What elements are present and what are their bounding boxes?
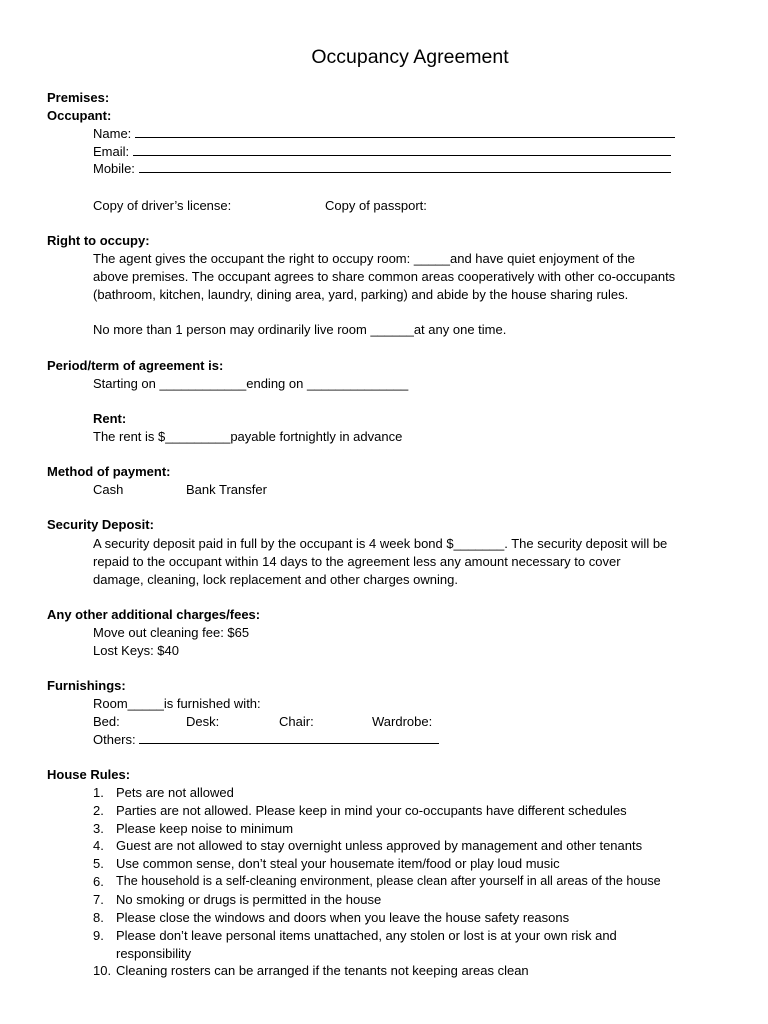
rule-number: 5. <box>93 856 104 871</box>
right-to-occupy-line-1: The agent gives the occupant the right to occupy room: _____and have quiet enjoyment of the <box>93 251 636 266</box>
occupant-heading: Occupant: <box>47 108 112 123</box>
furnishings-heading: Furnishings: <box>47 678 126 693</box>
payment-option-cash: Cash <box>93 482 124 497</box>
house-rules-heading: House Rules: <box>47 767 131 782</box>
period-line: Starting on ____________ending on ______________ <box>93 376 409 391</box>
rule-number: 1. <box>93 785 104 800</box>
payment-option-bank-transfer: Bank Transfer <box>186 482 267 497</box>
rent-heading: Rent: <box>93 411 127 426</box>
rule-text: Please close the windows and doors when you leave the house safety reasons <box>116 910 570 925</box>
right-to-occupy-line-4: No more than 1 person may ordinarily live room ______at any one time. <box>93 322 507 337</box>
furnishings-others-row <box>93 731 439 748</box>
rule-text: Parties are not allowed. Please keep in mind your co-occupants have different schedules <box>116 803 627 818</box>
mobile-field[interactable] <box>139 161 671 173</box>
others-field[interactable] <box>139 732 439 744</box>
rule-text: Pets are not allowed <box>116 785 234 800</box>
name-label: Name: <box>93 126 132 141</box>
right-to-occupy-heading: Right to occupy: <box>47 233 150 248</box>
document-title: Occupancy Agreement <box>311 46 509 68</box>
premises-heading: Premises: <box>47 90 110 105</box>
rule-text: Please don’t leave personal items unattached, any stolen or lost is at your own risk and <box>116 928 617 943</box>
email-field[interactable] <box>133 144 671 156</box>
others-label: Others: <box>93 732 136 747</box>
rule-number: 4. <box>93 838 104 853</box>
deposit-line-1: A security deposit paid in full by the occupant is 4 week bond $_______. The security deposit will be <box>93 536 668 551</box>
fees-heading: Any other additional charges/fees: <box>47 607 261 622</box>
email-label: Email: <box>93 144 130 159</box>
name-field[interactable] <box>135 126 675 138</box>
rule-text: Guest are not allowed to stay overnight unless approved by management and other tenants <box>116 838 643 853</box>
rule-text-continued: responsibility <box>116 946 192 961</box>
drivers-license-label: Copy of driver’s license: <box>93 198 232 213</box>
email-row <box>93 143 671 160</box>
rule-text: Cleaning rosters can be arranged if the tenants not keeping areas clean <box>116 963 529 978</box>
right-to-occupy-line-2: above premises. The occupant agrees to share common areas cooperatively with other co-occupants <box>93 269 676 284</box>
rule-number: 3. <box>93 821 104 836</box>
furnishing-desk: Desk: <box>186 714 220 729</box>
mobile-row <box>93 160 671 177</box>
rule-number: 8. <box>93 910 104 925</box>
rule-text: Please keep noise to minimum <box>116 821 294 836</box>
rule-text: No smoking or drugs is permitted in the house <box>116 892 382 907</box>
right-to-occupy-line-3: (bathroom, kitchen, laundry, dining area, yard, parking) and abide by the house sharing rules. <box>93 287 629 302</box>
rule-number: 2. <box>93 803 104 818</box>
payment-heading: Method of payment: <box>47 464 171 479</box>
fee-cleaning: Move out cleaning fee: $65 <box>93 625 250 640</box>
rule-number: 10. <box>93 963 112 978</box>
furnishing-wardrobe: Wardrobe: <box>372 714 433 729</box>
rule-number: 6. <box>93 874 104 889</box>
rule-text: The household is a self-cleaning environment, please clean after yourself in all areas of the house <box>116 874 661 888</box>
rent-line: The rent is $_________payable fortnightly in advance <box>93 429 403 444</box>
deposit-heading: Security Deposit: <box>47 517 154 532</box>
rule-number: 9. <box>93 928 104 943</box>
mobile-label: Mobile: <box>93 161 135 176</box>
furnishings-room-line: Room_____is furnished with: <box>93 696 261 711</box>
name-row <box>93 125 675 142</box>
furnishing-chair: Chair: <box>279 714 314 729</box>
passport-label: Copy of passport: <box>325 198 427 213</box>
rule-number: 7. <box>93 892 104 907</box>
period-heading: Period/term of agreement is: <box>47 358 224 373</box>
furnishing-bed: Bed: <box>93 714 120 729</box>
deposit-line-3: damage, cleaning, lock replacement and other charges owning. <box>93 572 458 587</box>
deposit-line-2: repaid to the occupant within 14 days to the agreement less any amount necessary to cover <box>93 554 621 569</box>
fee-lost-keys: Lost Keys: $40 <box>93 643 179 658</box>
rule-text: Use common sense, don’t steal your housemate item/food or play loud music <box>116 856 560 871</box>
